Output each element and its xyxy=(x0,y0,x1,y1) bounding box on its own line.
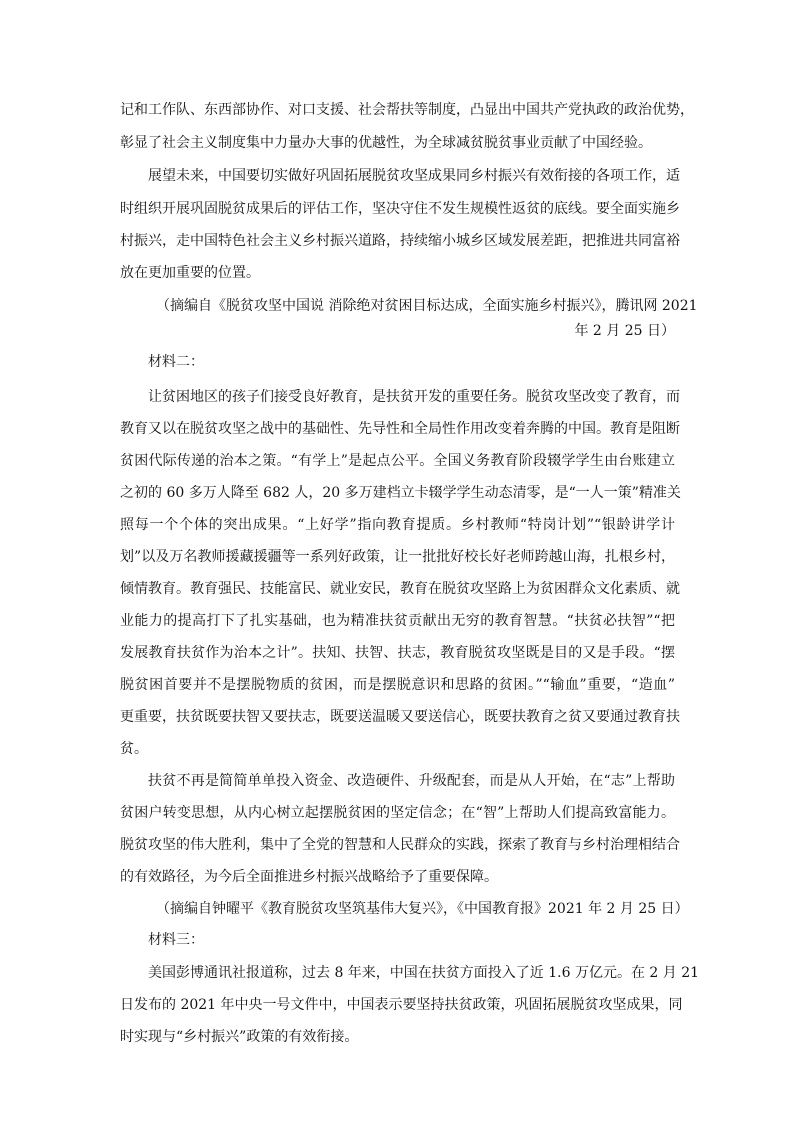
text-line: 日发布的 2021 年中央一号文件中，中国表示要坚持扶贫政策，巩固拓展脱贫攻坚成果，同 xyxy=(120,997,683,1013)
text-line: 的有效路径，为今后全面推进乡村振兴战略给予了重要保障。 xyxy=(120,869,498,885)
text-line: 展望未来，中国要切实做好巩固拓展脱贫攻坚成果同乡村振兴有效衔接的各项工作，适 xyxy=(148,168,680,184)
text-line: 记和工作队、东西部协作、对口支援、社会帮扶等制度，凸显出中国共产党执政的政治优势， xyxy=(120,102,694,118)
text-line: 发展教育扶贫作为治本之计”。扶知、扶智、扶志，教育脱贫攻坚既是目的又是手段。“摆 xyxy=(120,645,675,661)
text-line: 放在更加重要的位置。 xyxy=(120,265,260,281)
text-line: 倾情教育。教育强民、技能富民、就业安民，教育在脱贫攻坚路上为贫困群众文化素质、就 xyxy=(120,581,680,597)
text-line: 业能力的提高打下了扎实基础，也为精准扶贫贡献出无穷的教育智慧。“扶贫必扶智”“把 xyxy=(120,613,675,629)
text-line: 扶贫不再是简简单单投入资金、改造硬件、升级配套，而是从人开始，在“志”上帮助 xyxy=(148,773,675,789)
text-line: 教育又以在脱贫攻坚之战中的基础性、先导性和全局性作用改变着奔腾的中国。教育是阻断 xyxy=(120,421,680,437)
text-line: 贫。 xyxy=(120,741,148,757)
text-line: 彰显了社会主义制度集中力量办大事的优越性，为全球减贫脱贫事业贡献了中国经验。 xyxy=(120,135,652,151)
text-line: 更重要，扶贫既要扶智又要扶志，既要送温暖又要送信心，既要扶教育之贫又要通过教育扶 xyxy=(120,709,680,725)
text-line: 脱贫困首要并不是摆脱物质的贫困，而是摆脱意识和思路的贫困。”“输血”重要，“造血” xyxy=(120,677,675,693)
material-2-heading: 材料二： xyxy=(148,354,204,370)
text-line: 美国彭博通讯社报道称，过去 8 年来，中国在扶贫方面投入了近 1.6 万亿元。在 2 月 21 xyxy=(148,965,700,981)
text-line: 贫困户转变思想，从内心树立起摆脱贫困的坚定信念；在“智”上帮助人们提高致富能力。 xyxy=(120,805,675,821)
text-line: 照每一个个体的突出成果。“上好学”指向教育提质。乡村教师“特岗计划”“银龄讲学计 xyxy=(120,517,675,533)
text-line: 划”以及万名教师援藏援疆等一系列好政策，让一批批好校长好老师跨越山海，扎根乡村， xyxy=(120,549,675,565)
citation-line: 年 2 月 25 日） xyxy=(574,323,675,339)
material-3-heading: 材料三： xyxy=(148,932,204,948)
source-citation-2: （摘编自钟曜平《教育脱贫攻坚筑基伟大复兴》，《中国教育报》2021 年 2 月 25 日） xyxy=(156,901,689,917)
text-line: 时组织开展巩固脱贫成果后的评估工作，坚决守住不发生规模性返贫的底线。要全面实施乡 xyxy=(120,201,680,217)
text-line: 村振兴，走中国特色社会主义乡村振兴道路，持续缩小城乡区域发展差距，把推进共同富裕 xyxy=(120,233,680,249)
text-line: 之初的 60 多万人降至 682 人，20 多万建档立卡辍学学生动态清零，是“一人一策”精准关 xyxy=(120,485,681,501)
text-line: 贫困代际传递的治本之策。“有学上”是起点公平。全国义务教育阶段辍学学生由台账建立 xyxy=(120,453,675,469)
text-line: 时实现与“乡村振兴”政策的有效衔接。 xyxy=(120,1029,359,1045)
text-line: 脱贫攻坚的伟大胜利，集中了全党的智慧和人民群众的实践，探索了教育与乡村治理相结合 xyxy=(120,837,680,853)
citation-line: （摘编自《脱贫攻坚中国说 消除绝对贫困目标达成，全面实施乡村振兴》，腾讯网 2021 xyxy=(156,298,698,314)
text-line: 让贫困地区的孩子们接受良好教育，是扶贫开发的重要任务。脱贫攻坚改变了教育，而 xyxy=(148,389,680,405)
